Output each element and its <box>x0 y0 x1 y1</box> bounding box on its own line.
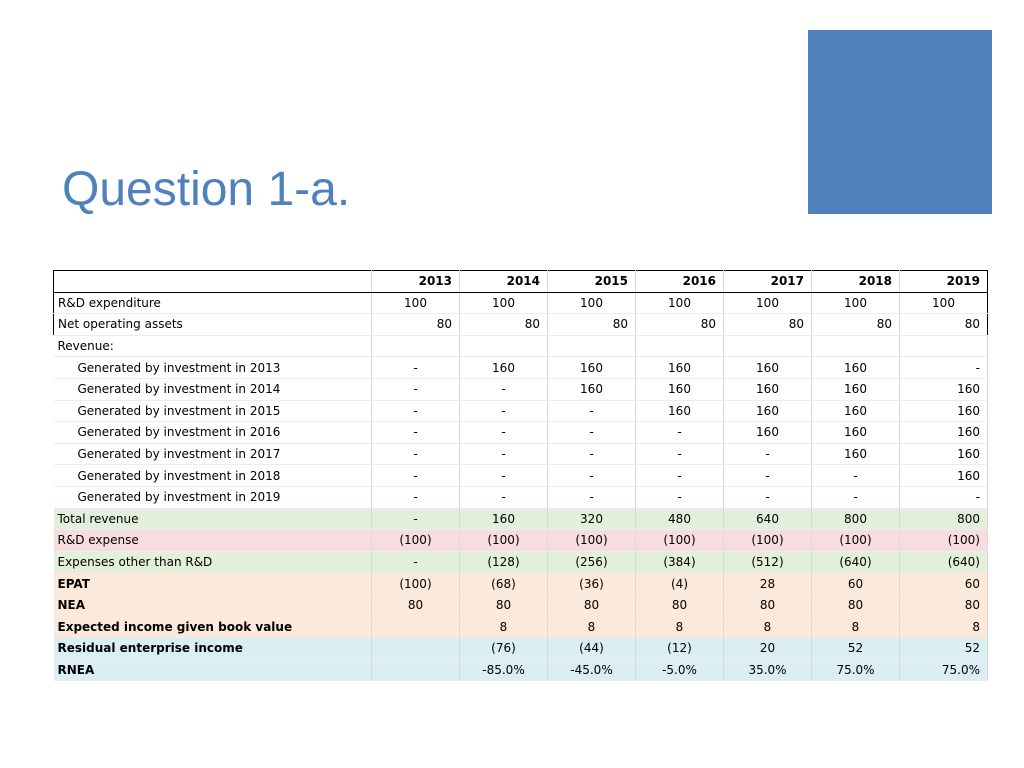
table-cell: (100) <box>900 530 988 552</box>
table-row <box>54 659 988 681</box>
table-cell: - <box>636 422 724 444</box>
table-cell: 80 <box>812 594 900 616</box>
table-cell: - <box>724 443 812 465</box>
table-cell: 60 <box>812 573 900 595</box>
row-label: Expected income given book value <box>54 616 372 638</box>
year-header: 2015 <box>548 271 636 293</box>
table-cell: 8 <box>812 616 900 638</box>
table-cell: - <box>372 357 460 379</box>
table-cell <box>900 335 988 357</box>
table-cell <box>724 335 812 357</box>
table-row <box>54 551 988 573</box>
table-cell: (100) <box>724 530 812 552</box>
table-cell: 160 <box>636 400 724 422</box>
table-cell: 8 <box>636 616 724 638</box>
table-cell: -5.0% <box>636 659 724 681</box>
table-row <box>54 573 988 595</box>
row-label: R&D expense <box>54 530 372 552</box>
table-cell <box>548 335 636 357</box>
table-cell: 160 <box>900 378 988 400</box>
table-cell: 8 <box>460 616 548 638</box>
table-cell: - <box>548 486 636 508</box>
table-cell: 160 <box>812 357 900 379</box>
table-cell: (256) <box>548 551 636 573</box>
table-cell <box>372 335 460 357</box>
table-row <box>54 443 988 465</box>
table-cell: - <box>900 486 988 508</box>
table-cell: 160 <box>812 422 900 444</box>
table-cell: 160 <box>636 357 724 379</box>
table-cell: - <box>636 443 724 465</box>
year-header: 2016 <box>636 271 724 293</box>
table-cell: 160 <box>724 357 812 379</box>
row-label: Generated by investment in 2017 <box>54 443 372 465</box>
table-cell: 20 <box>724 638 812 660</box>
table-cell: - <box>460 422 548 444</box>
table-cell: - <box>372 551 460 573</box>
table-cell: 80 <box>900 594 988 616</box>
table-cell: - <box>372 443 460 465</box>
table-cell <box>460 335 548 357</box>
year-header: 2014 <box>460 271 548 293</box>
table-cell: 160 <box>548 378 636 400</box>
table-cell: - <box>372 465 460 487</box>
table-cell: 800 <box>900 508 988 530</box>
table-cell: 52 <box>900 638 988 660</box>
table-cell: (4) <box>636 573 724 595</box>
table-cell: 160 <box>636 378 724 400</box>
table-cell: - <box>460 486 548 508</box>
table-cell: - <box>900 357 988 379</box>
table-cell: 160 <box>724 400 812 422</box>
table-cell: - <box>812 486 900 508</box>
table-cell: 160 <box>900 422 988 444</box>
table-cell: - <box>372 400 460 422</box>
table-cell: 160 <box>900 443 988 465</box>
table-cell: (384) <box>636 551 724 573</box>
table-row <box>54 378 988 400</box>
table-cell: - <box>724 465 812 487</box>
table-row <box>54 616 988 638</box>
table-cell: 100 <box>372 292 460 314</box>
table-cell: 80 <box>460 594 548 616</box>
table-cell: 35.0% <box>724 659 812 681</box>
table-cell: - <box>372 486 460 508</box>
slide-title: Question 1-a. <box>62 163 351 216</box>
table-cell: 100 <box>812 292 900 314</box>
table-cell: 800 <box>812 508 900 530</box>
row-label: Generated by investment in 2014 <box>54 378 372 400</box>
table-cell: - <box>460 443 548 465</box>
table-cell: 8 <box>548 616 636 638</box>
table-cell: 28 <box>724 573 812 595</box>
table-row <box>54 314 988 336</box>
table-cell: - <box>460 465 548 487</box>
table-cell: 100 <box>460 292 548 314</box>
table-row <box>54 400 988 422</box>
header-label-cell <box>54 271 372 293</box>
year-header: 2019 <box>900 271 988 293</box>
table-row <box>54 594 988 616</box>
table-cell: 80 <box>548 314 636 336</box>
table-cell: - <box>372 378 460 400</box>
table-cell: (100) <box>812 530 900 552</box>
table-cell: (100) <box>372 573 460 595</box>
year-header: 2017 <box>724 271 812 293</box>
table-cell: (36) <box>548 573 636 595</box>
table-cell: 480 <box>636 508 724 530</box>
table-cell: - <box>372 422 460 444</box>
table-row <box>54 357 988 379</box>
table-cell <box>372 616 460 638</box>
table-row <box>54 530 988 552</box>
row-label: RNEA <box>54 659 372 681</box>
table-cell <box>812 335 900 357</box>
table-cell: 75.0% <box>812 659 900 681</box>
table-cell: 8 <box>724 616 812 638</box>
table-cell: (100) <box>460 530 548 552</box>
row-label: Generated by investment in 2019 <box>54 486 372 508</box>
table-row <box>54 486 988 508</box>
table-cell: (68) <box>460 573 548 595</box>
table-cell: 80 <box>636 594 724 616</box>
table-cell: (100) <box>636 530 724 552</box>
table-cell: 320 <box>548 508 636 530</box>
row-label: Expenses other than R&D <box>54 551 372 573</box>
row-label: Generated by investment in 2013 <box>54 357 372 379</box>
table-cell: 160 <box>812 378 900 400</box>
table-cell: 100 <box>548 292 636 314</box>
table-cell: -85.0% <box>460 659 548 681</box>
table-cell: (100) <box>372 530 460 552</box>
table-cell: 80 <box>460 314 548 336</box>
row-label: Generated by investment in 2015 <box>54 400 372 422</box>
table-cell: - <box>460 400 548 422</box>
table-cell <box>636 335 724 357</box>
table-cell <box>372 659 460 681</box>
accent-square <box>808 30 992 214</box>
table-cell: 160 <box>548 357 636 379</box>
table-cell: (128) <box>460 551 548 573</box>
year-header: 2013 <box>372 271 460 293</box>
table-cell: 80 <box>900 314 988 336</box>
table-cell: - <box>548 465 636 487</box>
row-label: Generated by investment in 2016 <box>54 422 372 444</box>
table-row <box>54 292 988 314</box>
table-row <box>54 465 988 487</box>
row-label: Generated by investment in 2018 <box>54 465 372 487</box>
table-cell: -45.0% <box>548 659 636 681</box>
table-cell: 80 <box>724 314 812 336</box>
table-row <box>54 508 988 530</box>
year-header-row <box>54 271 988 293</box>
table-cell: - <box>372 508 460 530</box>
table-cell: 60 <box>900 573 988 595</box>
table-cell: 75.0% <box>900 659 988 681</box>
table-row <box>54 335 988 357</box>
year-header: 2018 <box>812 271 900 293</box>
table-cell: - <box>460 378 548 400</box>
table-cell: 80 <box>724 594 812 616</box>
row-label: Residual enterprise income <box>54 638 372 660</box>
table-cell: 160 <box>724 378 812 400</box>
table-cell: 100 <box>724 292 812 314</box>
table-cell: 80 <box>372 314 460 336</box>
table-cell: - <box>548 400 636 422</box>
table-cell: (640) <box>900 551 988 573</box>
table-cell: - <box>636 465 724 487</box>
table-cell: 80 <box>636 314 724 336</box>
table-cell: 80 <box>548 594 636 616</box>
table-cell: 100 <box>636 292 724 314</box>
table-cell: - <box>636 486 724 508</box>
table-cell: 160 <box>460 508 548 530</box>
row-label: Net operating assets <box>54 314 372 336</box>
table-cell: 80 <box>812 314 900 336</box>
table-cell: 160 <box>724 422 812 444</box>
table-cell: 160 <box>812 443 900 465</box>
financial-table <box>53 270 988 681</box>
table-cell: - <box>548 443 636 465</box>
table-cell: 160 <box>900 400 988 422</box>
table-cell: - <box>548 422 636 444</box>
table-cell: (12) <box>636 638 724 660</box>
table-cell <box>372 638 460 660</box>
row-label: Revenue: <box>54 335 372 357</box>
table-cell: (44) <box>548 638 636 660</box>
table-cell: (100) <box>548 530 636 552</box>
table-cell: (76) <box>460 638 548 660</box>
table-row <box>54 422 988 444</box>
table-cell: - <box>812 465 900 487</box>
table-cell: 52 <box>812 638 900 660</box>
table-cell: (512) <box>724 551 812 573</box>
table-row <box>54 638 988 660</box>
table-cell: 160 <box>900 465 988 487</box>
row-label: R&D expenditure <box>54 292 372 314</box>
table-cell: 8 <box>900 616 988 638</box>
row-label: NEA <box>54 594 372 616</box>
table-cell: - <box>724 486 812 508</box>
table-cell: 100 <box>900 292 988 314</box>
row-label: EPAT <box>54 573 372 595</box>
table-cell: (640) <box>812 551 900 573</box>
table-cell: 80 <box>372 594 460 616</box>
table-cell: 640 <box>724 508 812 530</box>
table-cell: 160 <box>460 357 548 379</box>
table-cell: 160 <box>812 400 900 422</box>
row-label: Total revenue <box>54 508 372 530</box>
